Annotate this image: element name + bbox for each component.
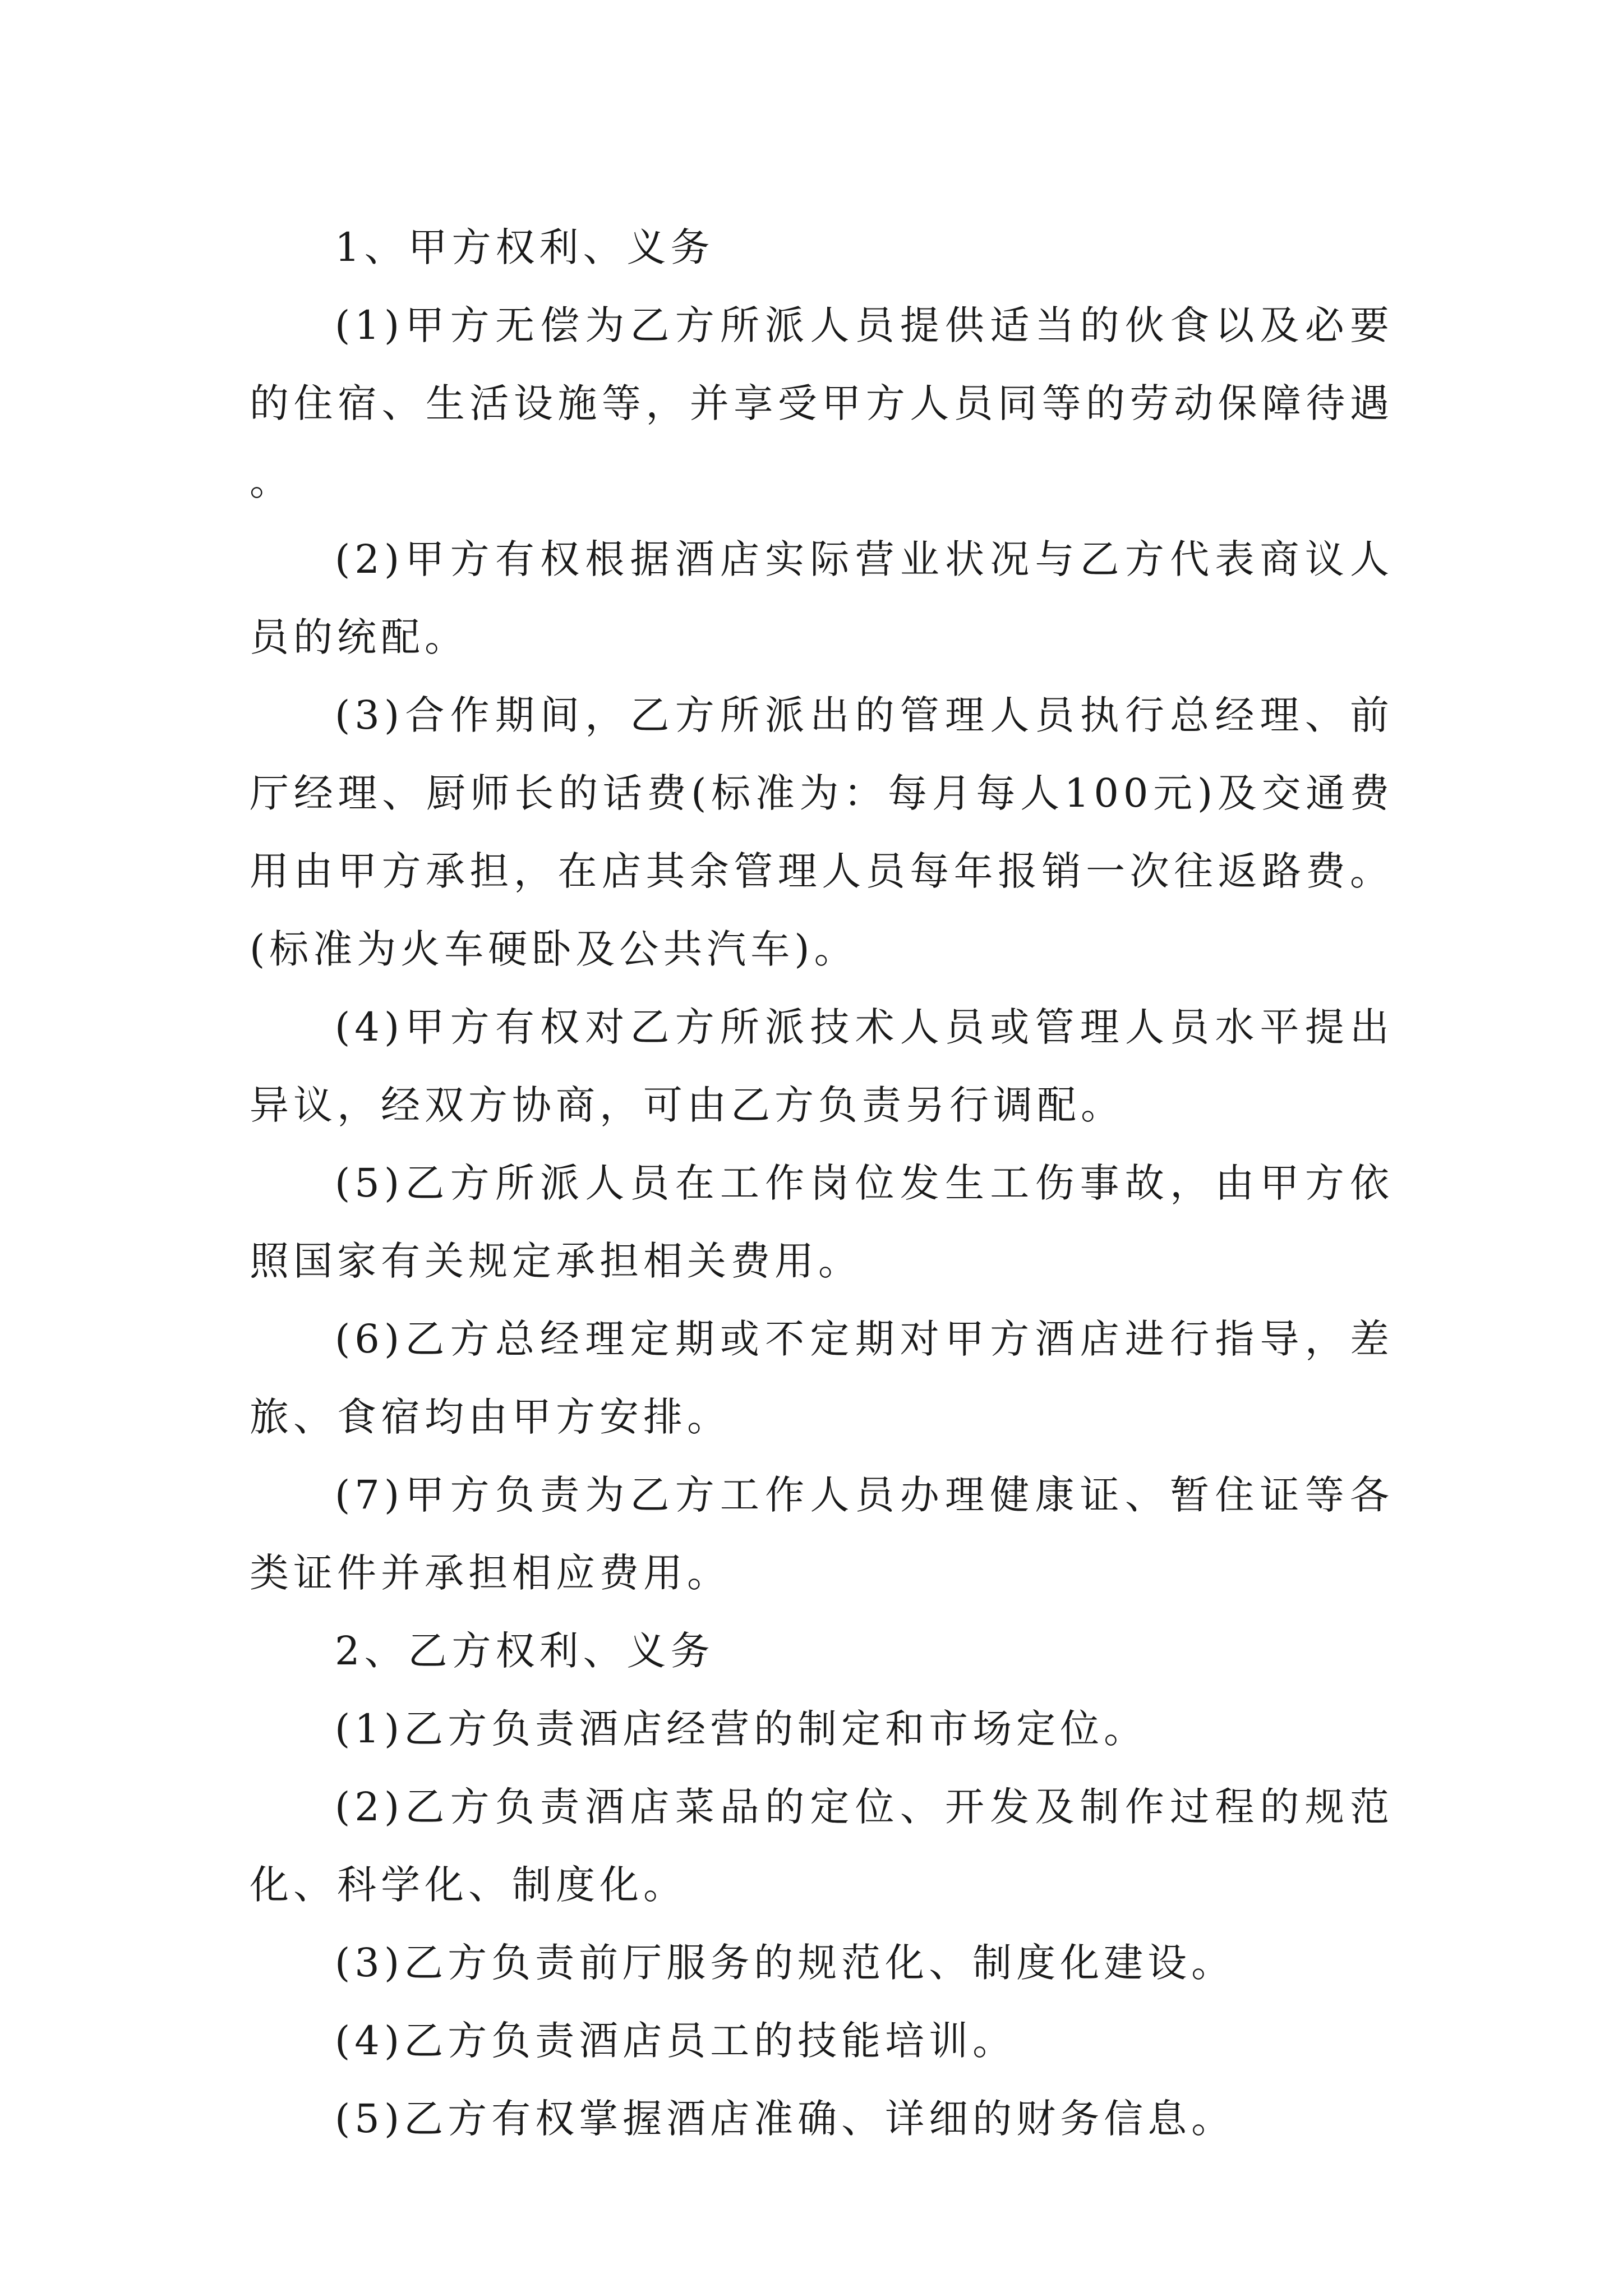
clause-a-5: (5)乙方所派人员在工作岗位发生工伤事故，由甲方依照国家有关规定承担相关费用。 — [250, 1160, 1394, 1284]
section-heading-party-a: 1、甲方权利、义务 — [335, 224, 714, 270]
clause-a-6: (6)乙方总经理定期或不定期对甲方酒店进行指导，差旅、食宿均由甲方安排。 — [250, 1316, 1394, 1440]
clause-a-1: (1)甲方无偿为乙方所派人员提供适当的伙食以及必要的住宿、生活设施等，并享受甲方人员同等的劳动保障待遇。 — [250, 302, 1394, 504]
clause-b-5: (5)乙方有权掌握酒店准确、详细的财务信息。 — [335, 2096, 1235, 2142]
clause-a-4: (4)甲方有权对乙方所派技术人员或管理人员水平提出异议，经双方协商，可由乙方负责另行调配。 — [250, 1004, 1394, 1128]
clause-b-1: (1)乙方负责酒店经营的制定和市场定位。 — [335, 1706, 1148, 1752]
section-heading-party-b: 2、乙方权利、义务 — [335, 1628, 714, 1674]
clause-a-7: (7)甲方负责为乙方工作人员办理健康证、暂住证等各类证件并承担相应费用。 — [250, 1472, 1394, 1596]
clause-b-3: (3)乙方负责前厅服务的规范化、制度化建设。 — [335, 1940, 1235, 1986]
clause-a-2: (2)甲方有权根据酒店实际营业状况与乙方代表商议人员的统配。 — [250, 536, 1394, 660]
clause-b-4: (4)乙方负责酒店员工的技能培训。 — [335, 2018, 1017, 2064]
clause-a-3: (3)合作期间，乙方所派出的管理人员执行总经理、前厅经理、厨师长的话费(标准为：每月每人100元)及交通费用由甲方承担，在店其余管理人员每年报销一次往返路费。(标准为火车硬卧及公共汽车)。 — [250, 692, 1394, 972]
clause-b-2: (2)乙方负责酒店菜品的定位、开发及制作过程的规范化、科学化、制度化。 — [250, 1784, 1394, 1908]
document-body — [250, 209, 1394, 2158]
